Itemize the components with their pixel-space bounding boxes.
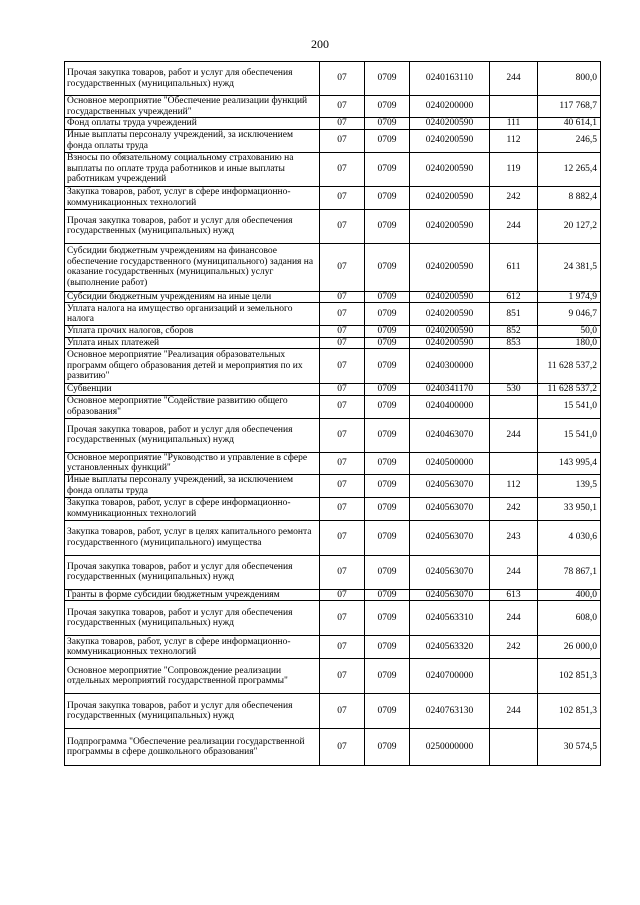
table-row	[65, 129, 601, 152]
table-row	[65, 62, 601, 96]
row-expense-type: 613	[490, 589, 538, 601]
row-target-article: 0240200590	[410, 326, 490, 338]
row-target-article: 0240200590	[410, 337, 490, 349]
table-row	[65, 474, 601, 497]
row-name: Взносы по обязательному социальному страхованию на выплаты по оплате труда работников и иные выплаты работникам учреждений	[65, 152, 320, 186]
row-section: 07	[320, 303, 365, 326]
row-name: Субсидии бюджетным учреждениям на финансовое обеспечение государственного (муниципального) задания на оказание государственных (муниципальных) услуг (выполнение работ)	[65, 243, 320, 291]
row-section: 07	[320, 589, 365, 601]
row-section: 07	[320, 349, 365, 384]
row-section: 07	[320, 395, 365, 418]
row-target-article: 0240163110	[410, 62, 490, 96]
row-subsection: 0709	[365, 694, 410, 729]
row-subsection: 0709	[365, 520, 410, 555]
row-target-article: 0250000000	[410, 729, 490, 766]
row-section: 07	[320, 497, 365, 520]
row-subsection: 0709	[365, 601, 410, 636]
row-subsection: 0709	[365, 186, 410, 209]
row-section: 07	[320, 694, 365, 729]
row-subsection: 0709	[365, 349, 410, 384]
table-row	[65, 384, 601, 396]
table-row	[65, 118, 601, 130]
row-section: 07	[320, 337, 365, 349]
row-expense-type: 243	[490, 520, 538, 555]
row-expense-type: 244	[490, 694, 538, 729]
row-subsection: 0709	[365, 636, 410, 659]
row-expense-type: 244	[490, 555, 538, 589]
row-name: Фонд оплаты труда учреждений	[65, 118, 320, 130]
table-row	[65, 418, 601, 452]
row-amount: 117 768,7	[538, 96, 601, 118]
row-section: 07	[320, 96, 365, 118]
row-target-article: 0240500000	[410, 452, 490, 474]
row-section: 07	[320, 152, 365, 186]
row-target-article: 0240463070	[410, 418, 490, 452]
table-row	[65, 520, 601, 555]
row-name: Закупка товаров, работ, услуг в целях капитального ремонта государственного (муниципального) имущества	[65, 520, 320, 555]
row-subsection: 0709	[365, 118, 410, 130]
row-name: Подпрограмма "Обеспечение реализации государственной программы в сфере дошкольного образования"	[65, 729, 320, 766]
row-section: 07	[320, 520, 365, 555]
row-name: Основное мероприятие "Обеспечение реализации функций государственных учреждений"	[65, 96, 320, 118]
row-amount: 143 995,4	[538, 452, 601, 474]
row-amount: 8 882,4	[538, 186, 601, 209]
row-expense-type	[490, 395, 538, 418]
row-expense-type: 244	[490, 209, 538, 243]
row-subsection: 0709	[365, 474, 410, 497]
row-expense-type: 244	[490, 601, 538, 636]
row-target-article: 0240200590	[410, 291, 490, 303]
row-section: 07	[320, 243, 365, 291]
table-row	[65, 291, 601, 303]
row-section: 07	[320, 209, 365, 243]
row-section: 07	[320, 62, 365, 96]
row-amount: 50,0	[538, 326, 601, 338]
row-amount: 246,5	[538, 129, 601, 152]
row-subsection: 0709	[365, 729, 410, 766]
table-row	[65, 636, 601, 659]
row-amount: 102 851,3	[538, 694, 601, 729]
row-amount: 102 851,3	[538, 659, 601, 694]
row-section: 07	[320, 118, 365, 130]
row-expense-type: 853	[490, 337, 538, 349]
row-target-article: 0240563070	[410, 589, 490, 601]
row-expense-type: 530	[490, 384, 538, 396]
row-subsection: 0709	[365, 395, 410, 418]
row-target-article: 0240341170	[410, 384, 490, 396]
row-target-article: 0240200590	[410, 186, 490, 209]
row-name: Закупка товаров, работ, услуг в сфере информационно-коммуникационных технологий	[65, 636, 320, 659]
row-expense-type: 852	[490, 326, 538, 338]
row-subsection: 0709	[365, 555, 410, 589]
row-section: 07	[320, 601, 365, 636]
table-row	[65, 326, 601, 338]
table-row	[65, 659, 601, 694]
row-target-article: 0240563320	[410, 636, 490, 659]
row-amount: 9 046,7	[538, 303, 601, 326]
row-name: Основное мероприятие "Сопровождение реализации отдельных мероприятий государственной программы"	[65, 659, 320, 694]
table-row	[65, 395, 601, 418]
row-name: Субсидии бюджетным учреждениям на иные цели	[65, 291, 320, 303]
row-amount: 608,0	[538, 601, 601, 636]
row-subsection: 0709	[365, 152, 410, 186]
row-expense-type	[490, 349, 538, 384]
row-amount: 800,0	[538, 62, 601, 96]
budget-table	[64, 61, 601, 766]
table-row	[65, 96, 601, 118]
row-section: 07	[320, 729, 365, 766]
row-expense-type: 242	[490, 497, 538, 520]
row-target-article: 0240200590	[410, 303, 490, 326]
row-name: Гранты в форме субсидии бюджетным учреждениям	[65, 589, 320, 601]
row-name: Прочая закупка товаров, работ и услуг для обеспечения государственных (муниципальных) нужд	[65, 62, 320, 96]
table-row	[65, 303, 601, 326]
row-section: 07	[320, 555, 365, 589]
row-amount: 78 867,1	[538, 555, 601, 589]
row-subsection: 0709	[365, 337, 410, 349]
row-section: 07	[320, 659, 365, 694]
row-name: Закупка товаров, работ, услуг в сфере информационно-коммуникационных технологий	[65, 186, 320, 209]
row-subsection: 0709	[365, 96, 410, 118]
row-name: Иные выплаты персоналу учреждений, за исключением фонда оплаты труда	[65, 474, 320, 497]
row-target-article: 0240200590	[410, 209, 490, 243]
row-amount: 40 614,1	[538, 118, 601, 130]
row-expense-type	[490, 452, 538, 474]
table-row	[65, 209, 601, 243]
row-expense-type: 242	[490, 636, 538, 659]
row-expense-type: 612	[490, 291, 538, 303]
table-row	[65, 589, 601, 601]
row-expense-type: 112	[490, 474, 538, 497]
row-target-article: 0240200590	[410, 152, 490, 186]
table-row	[65, 337, 601, 349]
row-target-article: 0240200590	[410, 129, 490, 152]
row-expense-type	[490, 659, 538, 694]
row-target-article: 0240700000	[410, 659, 490, 694]
row-amount: 180,0	[538, 337, 601, 349]
row-amount: 11 628 537,2	[538, 384, 601, 396]
row-target-article: 0240200590	[410, 118, 490, 130]
row-target-article: 0240763130	[410, 694, 490, 729]
row-name: Основное мероприятие "Содействие развитию общего образования"	[65, 395, 320, 418]
row-expense-type: 111	[490, 118, 538, 130]
row-name: Уплата налога на имущество организаций и земельного налога	[65, 303, 320, 326]
row-subsection: 0709	[365, 497, 410, 520]
row-target-article: 0240563070	[410, 497, 490, 520]
row-expense-type: 851	[490, 303, 538, 326]
row-amount: 30 574,5	[538, 729, 601, 766]
table-row	[65, 152, 601, 186]
row-target-article: 0240300000	[410, 349, 490, 384]
row-target-article: 0240563310	[410, 601, 490, 636]
row-section: 07	[320, 291, 365, 303]
row-name: Основное мероприятие "Реализация образовательных программ общего образования детей и мероприятия по их развитию"	[65, 349, 320, 384]
row-subsection: 0709	[365, 129, 410, 152]
table-row	[65, 349, 601, 384]
row-subsection: 0709	[365, 659, 410, 694]
table-row	[65, 186, 601, 209]
row-expense-type	[490, 729, 538, 766]
row-expense-type: 242	[490, 186, 538, 209]
row-section: 07	[320, 452, 365, 474]
row-amount: 15 541,0	[538, 395, 601, 418]
row-target-article: 0240563070	[410, 555, 490, 589]
row-subsection: 0709	[365, 452, 410, 474]
row-expense-type: 244	[490, 62, 538, 96]
row-subsection: 0709	[365, 291, 410, 303]
row-name: Прочая закупка товаров, работ и услуг для обеспечения государственных (муниципальных) нужд	[65, 418, 320, 452]
row-target-article: 0240200590	[410, 243, 490, 291]
row-name: Прочая закупка товаров, работ и услуг для обеспечения государственных (муниципальных) нужд	[65, 694, 320, 729]
row-expense-type: 244	[490, 418, 538, 452]
row-amount: 26 000,0	[538, 636, 601, 659]
row-target-article: 0240400000	[410, 395, 490, 418]
table-row	[65, 694, 601, 729]
row-target-article: 0240200000	[410, 96, 490, 118]
budget-table-body	[65, 62, 601, 766]
row-amount: 24 381,5	[538, 243, 601, 291]
row-name: Уплата иных платежей	[65, 337, 320, 349]
row-name: Основное мероприятие "Руководство и управление в сфере установленных функций"	[65, 452, 320, 474]
row-amount: 1 974,9	[538, 291, 601, 303]
table-row	[65, 452, 601, 474]
row-target-article: 0240563070	[410, 474, 490, 497]
row-expense-type: 112	[490, 129, 538, 152]
row-amount: 139,5	[538, 474, 601, 497]
row-section: 07	[320, 418, 365, 452]
row-section: 07	[320, 326, 365, 338]
row-amount: 11 628 537,2	[538, 349, 601, 384]
row-amount: 20 127,2	[538, 209, 601, 243]
row-section: 07	[320, 384, 365, 396]
row-subsection: 0709	[365, 384, 410, 396]
row-expense-type: 611	[490, 243, 538, 291]
row-name: Субвенции	[65, 384, 320, 396]
table-row	[65, 555, 601, 589]
row-name: Прочая закупка товаров, работ и услуг для обеспечения государственных (муниципальных) нужд	[65, 209, 320, 243]
row-target-article: 0240563070	[410, 520, 490, 555]
row-expense-type: 119	[490, 152, 538, 186]
row-subsection: 0709	[365, 418, 410, 452]
table-row	[65, 497, 601, 520]
row-section: 07	[320, 474, 365, 497]
row-name: Уплата прочих налогов, сборов	[65, 326, 320, 338]
row-section: 07	[320, 186, 365, 209]
table-row	[65, 729, 601, 766]
row-name: Иные выплаты персоналу учреждений, за исключением фонда оплаты труда	[65, 129, 320, 152]
page-number: 200	[311, 37, 329, 51]
row-amount: 15 541,0	[538, 418, 601, 452]
table-row	[65, 243, 601, 291]
row-amount: 400,0	[538, 589, 601, 601]
row-amount: 4 030,6	[538, 520, 601, 555]
row-subsection: 0709	[365, 589, 410, 601]
row-subsection: 0709	[365, 209, 410, 243]
row-subsection: 0709	[365, 303, 410, 326]
row-section: 07	[320, 129, 365, 152]
row-amount: 12 265,4	[538, 152, 601, 186]
row-subsection: 0709	[365, 243, 410, 291]
row-expense-type	[490, 96, 538, 118]
row-amount: 33 950,1	[538, 497, 601, 520]
row-subsection: 0709	[365, 326, 410, 338]
row-name: Прочая закупка товаров, работ и услуг для обеспечения государственных (муниципальных) нужд	[65, 555, 320, 589]
row-subsection: 0709	[365, 62, 410, 96]
row-section: 07	[320, 636, 365, 659]
row-name: Закупка товаров, работ, услуг в сфере информационно-коммуникационных технологий	[65, 497, 320, 520]
row-name: Прочая закупка товаров, работ и услуг для обеспечения государственных (муниципальных) нужд	[65, 601, 320, 636]
table-row	[65, 601, 601, 636]
